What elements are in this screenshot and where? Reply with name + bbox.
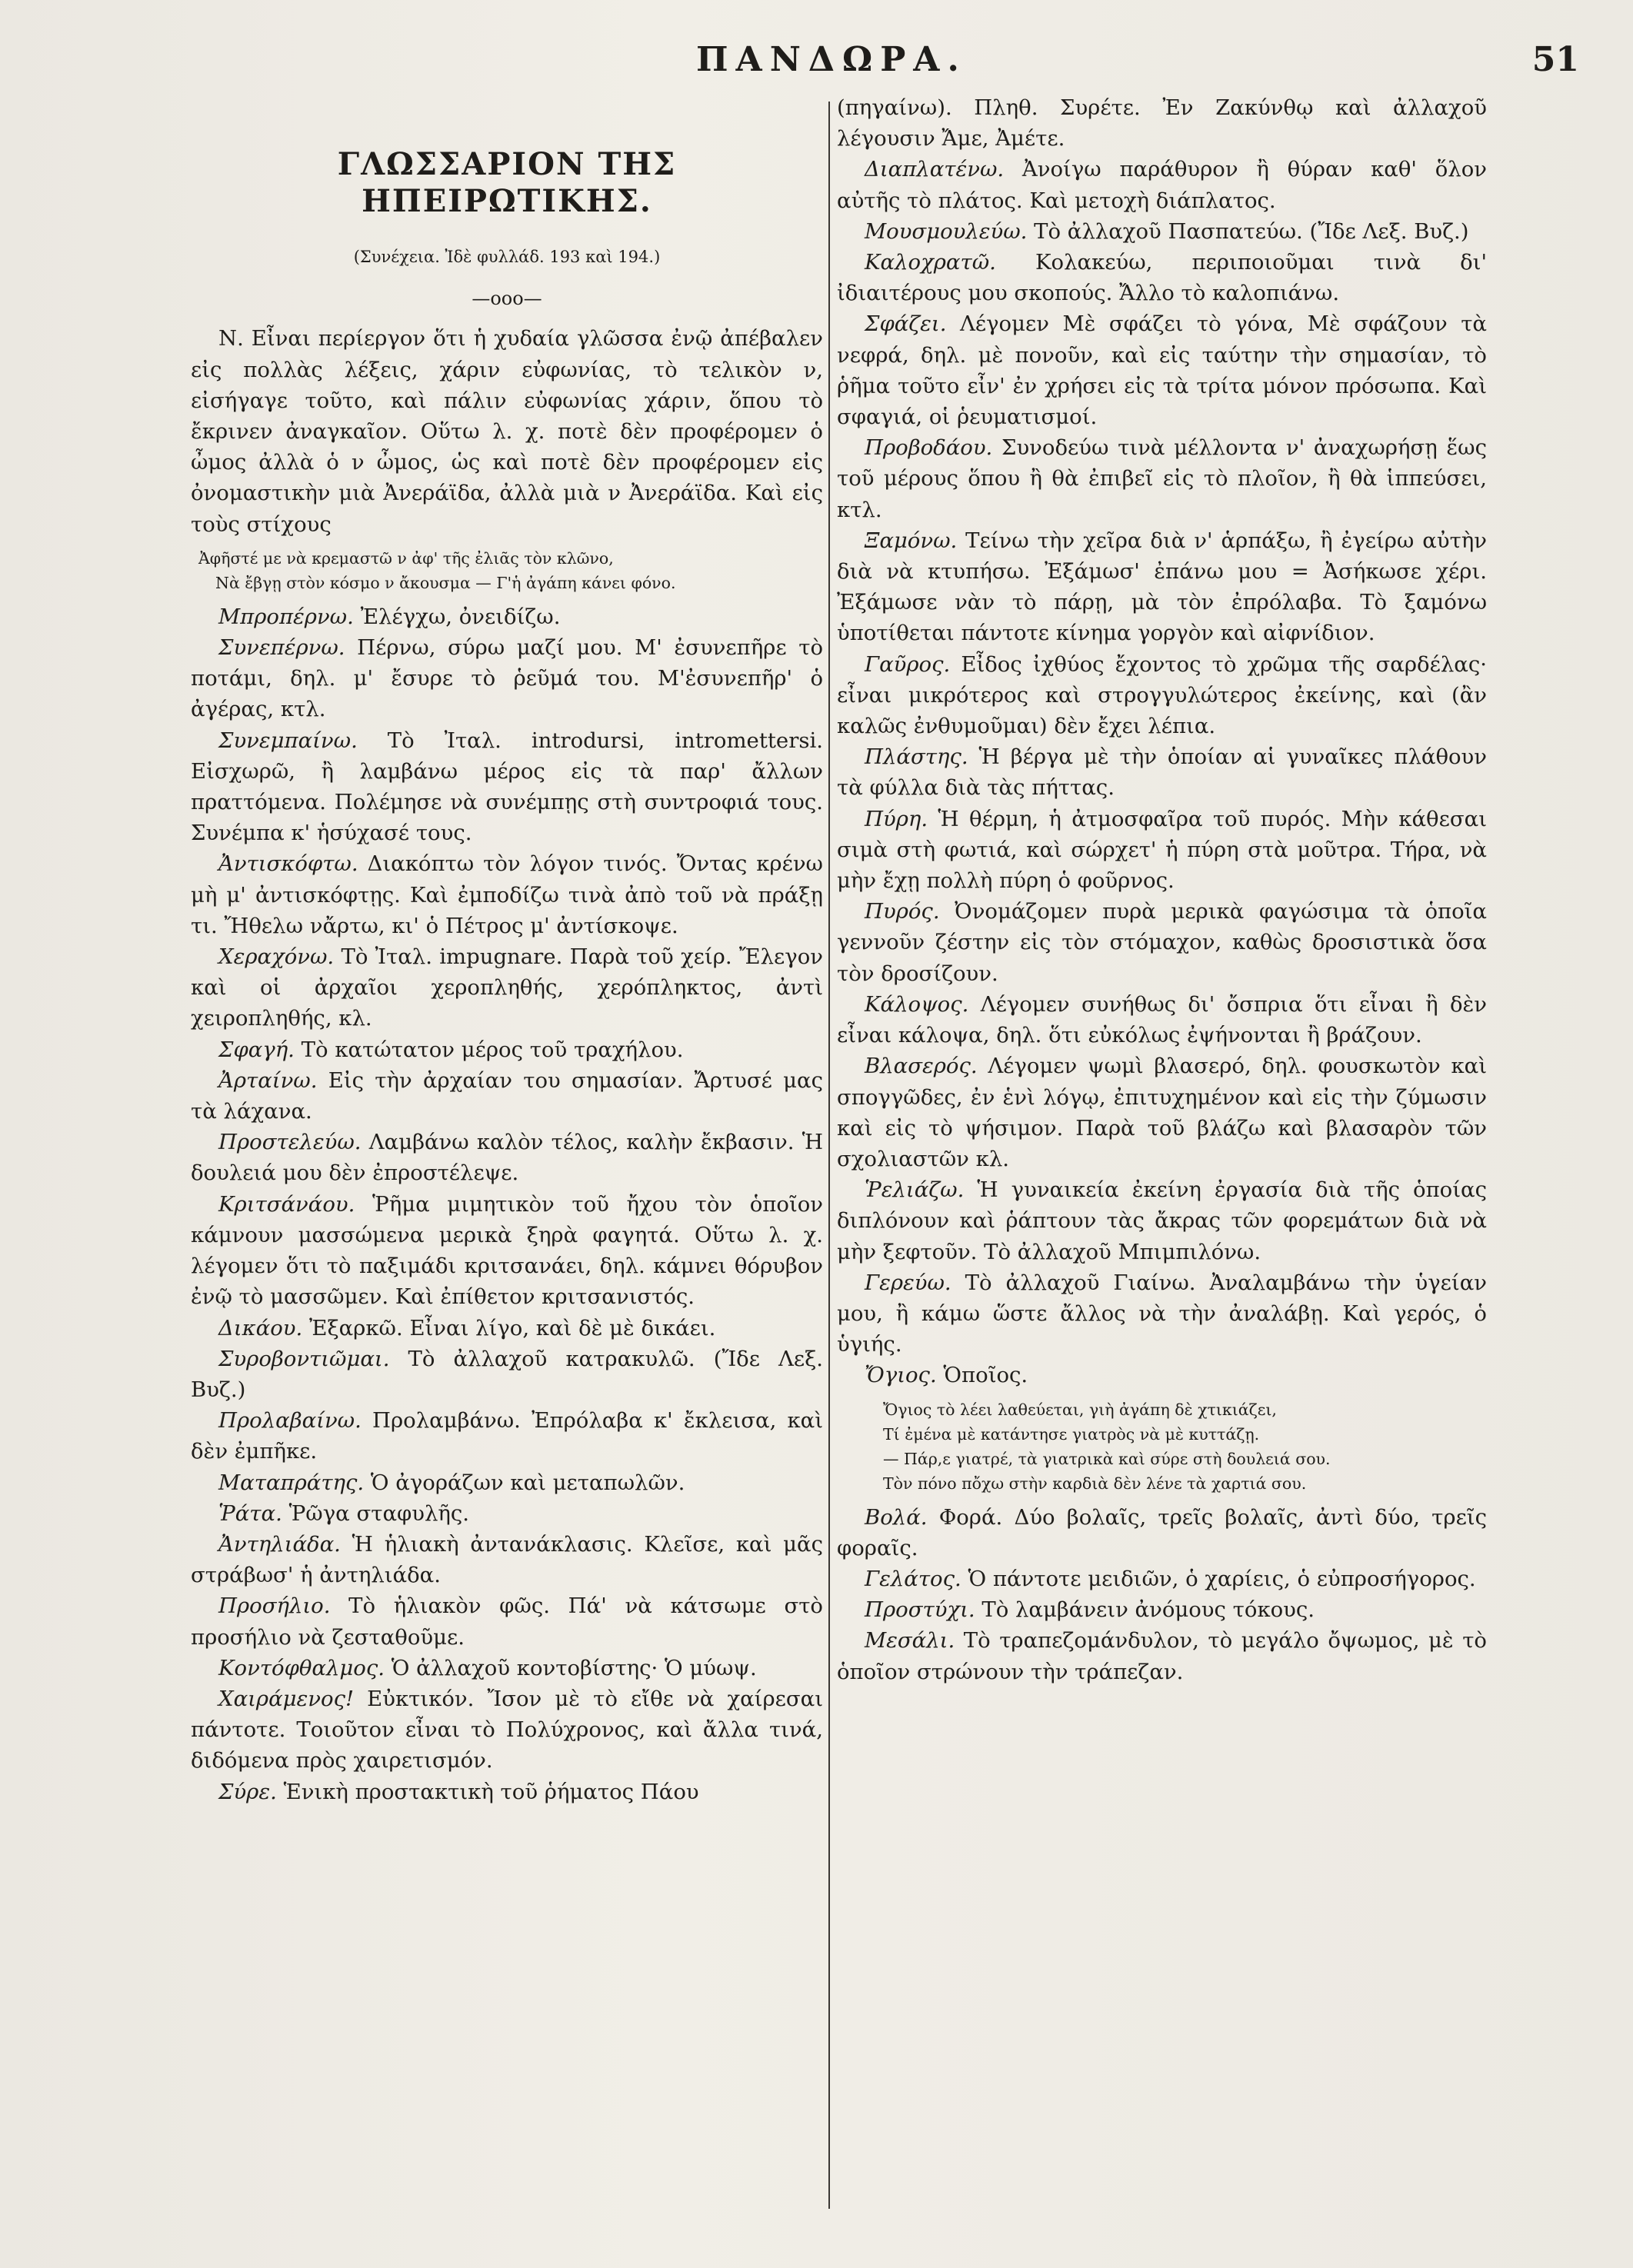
entry-headword: Ματαπράτης. [218, 1470, 365, 1495]
right-column [837, 92, 1487, 2253]
entry-text: Προλαμβάνω. Ἐπρόλαβα κ' ἔκλεισα, καὶ δὲν ἐμπῆκε. [191, 1408, 823, 1464]
right-entries-2 [837, 1502, 1487, 1687]
page-number: 51 [1531, 40, 1579, 79]
entry-headword: Προστύχι. [865, 1597, 975, 1623]
entry-headword: Χαιράμενος! [218, 1686, 355, 1711]
left-entries-2 [191, 601, 823, 1807]
glossary-entry [191, 1405, 823, 1467]
entry-headword: Ἀρταίνω. [218, 1067, 318, 1093]
entry-text: Διακόπτω τὸν λόγον τινός. Ὄντας κρένω μὴ μ' ἀντισκόφτῃς. Καὶ ἐμποδίζω τινὰ ἀπὸ τοῦ νὰ πράξῃ τι. Ἤθελω νἄρτω, κι' ὁ Πέτρος μ' ἀντίσκοψε. [191, 851, 823, 938]
article-title: ΓΛΩΣΣΑΡΙΟΝ ΤΗΣ ΗΠΕΙΡΩΤΙΚΗΣ. [337, 146, 677, 219]
entry-text: Λέγομεν Μὲ σφάζει τὸ γόνα, Μὲ σφάζουν τὰ νεφρά, δηλ. μὲ πονοῦν, καὶ εἰς ταύτην τὴν σημασίαν, τὸ ῥῆμα τοῦτο εἶν' ἐν χρήσει εἰς τὰ τρίτα μόνον πρόσωπα. Καὶ σφαγιά, οἱ ῥευματισμοί. [837, 311, 1487, 430]
entry-text: Φορά. Δύο βολαῖς, τρεῖς βολαῖς, ἀντὶ δύο, τρεῖς φοραῖς. [837, 1504, 1487, 1560]
entry-headword: Δικάου. [218, 1315, 303, 1340]
entry-text: Τὸ λαμβάνειν ἀνόμους τόκους. [975, 1597, 1315, 1623]
glossary-entry [191, 941, 823, 1034]
entry-headword: Σφαγή. [218, 1037, 295, 1062]
glossary-entry [837, 154, 1487, 215]
glossary-entry [191, 725, 823, 849]
glossary-entry [837, 1051, 1487, 1174]
verse-line: — Πάρ,ε γιατρέ, τὰ γιατρικὰ καὶ σύρε στὴ δουλειά σου. [883, 1449, 1331, 1468]
glossary-entry [837, 1174, 1487, 1267]
glossary-entry [191, 1065, 823, 1127]
glossary-entry [191, 323, 823, 539]
entry-headword: Συνεμπαίνω. [218, 728, 358, 753]
entry-text: Ἐξαρκῶ. Εἶναι λίγο, καὶ δὲ μὲ δικάει. [302, 1315, 716, 1340]
entry-headword: Προλαβαίνω. [218, 1408, 362, 1434]
entry-headword: Σφάζει. [865, 311, 947, 337]
entry-text: Λέγομεν συνήθως δι' ὄσπρια ὅτι εἶναι ἢ δὲν εἶναι κάλοψα, δηλ. ὅτι εὐκόλως ἐψήνονται ἢ βράζουν. [837, 991, 1487, 1048]
glossary-entry [191, 1344, 823, 1405]
glossary-entry [191, 1777, 823, 1807]
entry-headword: Προστελεύω. [218, 1130, 362, 1155]
glossary-entry [837, 525, 1487, 649]
entry-headword: Μπροπέρνω. [218, 604, 354, 629]
glossary-entry [837, 1594, 1487, 1625]
entry-headword: Γερεύω. [865, 1270, 951, 1295]
entry-text: Τὸ ἡλιακὸν φῶς. Πά' νὰ κάτσωμε στὸ προσήλιο νὰ ζεσταθοῦμε. [191, 1594, 823, 1650]
entry-text: Ὁ πάντοτε μειδιῶν, ὁ χαρίεις, ὁ εὐπροσήγορος. [961, 1566, 1476, 1591]
entry-text: Συνοδεύω τινὰ μέλλοντα ν' ἀναχωρήσῃ ἕως τοῦ μέρους ὅπου ἢ θὰ ἐπιβεῖ εἰς τὸ πλοῖον, ἢ θὰ ἱππεύσει, κτλ. [837, 435, 1487, 522]
entry-text: Εἶδος ἰχθύος ἔχοντος τὸ χρῶμα τῆς σαρδέλας· εἶναι μικρότερος καὶ στρογγυλώτερος ἐκείνης, καὶ (ἂν καλῶς ἐνθυμοῦμαι) δὲν ἔχει λέπια. [837, 651, 1487, 739]
running-title: ΠΑΝΔΩΡΑ. [696, 40, 967, 79]
entry-text: Ὁ ἀγοράζων καὶ μεταπωλῶν. [364, 1470, 685, 1495]
glossary-entry [191, 848, 823, 941]
entry-headword: Διαπλατένω. [865, 157, 1005, 182]
entry-headword: Ἀντηλιάδα. [218, 1531, 341, 1557]
entry-headword: Ἀντισκόφτω. [218, 851, 358, 877]
entry-text: Ῥῶγα σταφυλῆς. [282, 1500, 470, 1526]
entry-text: Τὸ Ἰταλ. impugnare. Παρὰ τοῦ χείρ. Ἔλεγον καὶ οἱ ἀρχαῖοι χεροπληθής, χερόπληκτος, ἀντὶ χειροπληθής, κλ. [191, 944, 823, 1031]
glossary-entry [837, 1625, 1487, 1687]
continuation-note: (Συνέχεια. Ἰδὲ φυλλάδ. 193 καὶ 194.) [353, 248, 661, 266]
entry-text: Ἐλέγχω, ὀνειδίζω. [353, 604, 561, 629]
entry-text: Ἡ θέρμη, ἡ ἀτμοσφαῖρα τοῦ πυρός. Μὴν κάθεσαι σιμὰ στὴ φωτιά, καὶ σώρχετ' ἡ πύρη στὰ μοῦτρα. Τήρα, νὰ μὴν ἔχῃ πολλὴ πύρη ὁ φοῦρνος. [837, 806, 1487, 894]
entry-text: Τὸ κατώτατον μέρος τοῦ τραχήλου. [294, 1037, 684, 1062]
entry-headword: Κάλοψος. [865, 991, 969, 1017]
entry-text: Λαμβάνω καλὸν τέλος, καλὴν ἔκβασιν. Ἡ δουλειά μου δὲν ἐπροστέλεψε. [191, 1130, 823, 1186]
glossary-entry [837, 989, 1487, 1051]
glossary-entry [837, 741, 1487, 803]
section-divider: —ooo— [472, 288, 542, 310]
entry-text: Ῥῆμα μιμητικὸν τοῦ ἤχου τὸν ὁποῖον κάμνουν μασσώμενα μερικὰ ξηρὰ φαγητά. Οὕτω λ. χ. λέγομεν ὅτι τὸ παξιμάδι κριτσανάει, δηλ. κάμνει θόρυβον ἐνῷ τὸ μασσῶμεν. Καὶ ἐπίθετον κριτσανιστός. [191, 1191, 823, 1310]
entry-headword: Προσήλιο. [218, 1594, 331, 1619]
glossary-entry [191, 1189, 823, 1313]
entry-headword: Βολά. [865, 1504, 928, 1530]
glossary-entry [837, 1502, 1487, 1564]
verse-line: Ὄγιος τὸ λέει λαθεύεται, γιὴ ἀγάπη δὲ χτικιάζει, [883, 1400, 1277, 1419]
left-entries [191, 323, 823, 539]
glossary-entry [191, 632, 823, 725]
verse-line: Ἀφῆστέ με νὰ κρεμαστῶ ν ἀφ' τῆς ἐλιᾶς τὸν κλῶνο, [198, 548, 614, 568]
glossary-entry [837, 1267, 1487, 1360]
glossary-entry [837, 92, 1487, 154]
entry-headword: Ξαμόνω. [865, 528, 958, 553]
entry-text: Ἑνικὴ προστακτικὴ τοῦ ῥήματος Πάου [276, 1779, 699, 1804]
entry-headword: Πυρός. [865, 899, 940, 924]
entry-text: Εὐκτικόν. Ἴσον μὲ τὸ εἴθε νὰ χαίρεσαι πάντοτε. Τοιοῦτον εἶναι τὸ Πολύχρονος, καὶ ἄλλα τινά, διδόμενα πρὸς χαιρετισμόν. [191, 1686, 823, 1773]
glossary-entry [191, 601, 823, 632]
entry-text: Ἡ γυναικεία ἐκείνη ἐργασία διὰ τῆς ὁποίας διπλόνουν καὶ ῥάπτουν τὰς ἄκρας τῶν φορεμάτων διὰ νὰ μὴν ξεφτοῦν. Τὸ ἀλλαχοῦ Μπιμπιλόνω. [837, 1177, 1487, 1264]
entry-headword: Γελάτος. [865, 1566, 961, 1591]
glossary-entry [191, 1529, 823, 1590]
glossary-entry [837, 247, 1487, 308]
running-head [0, 40, 1633, 94]
left-verse [191, 546, 823, 595]
entry-headword: Συροβοντιῶμαι. [218, 1346, 390, 1371]
glossary-entry [191, 1034, 823, 1065]
entry-headword: Ὄγιος. [865, 1363, 937, 1388]
entry-headword: Σύρε. [218, 1779, 277, 1804]
glossary-entry [191, 1498, 823, 1529]
entry-text: Τὸ ἀλλαχοῦ Γιαίνω. Ἀναλαμβάνω τὴν ὑγείαν μου, ἢ κάμω ὥστε ἄλλος νὰ τὴν ἀναλάβῃ. Καὶ γερός, ὁ ὑγιής. [837, 1270, 1487, 1357]
verse-line: Τί ἐμένα μὲ κατάντησε γιατρὸς νὰ μὲ κυττάζῃ. [883, 1424, 1260, 1444]
entry-text: Λέγομεν ψωμὶ βλασερό, δηλ. φουσκωτὸν καὶ σπογγῶδες, ἐν ἑνὶ λόγῳ, ἐπιτυχημένον καὶ εἰς τὴν ζύμωσιν καὶ εἰς τὸ ψήσιμον. Παρὰ τοῦ βλάζω καὶ βλασαρὸν τῶν σχολιαστῶν κλ. [837, 1054, 1487, 1171]
entry-text: Κολακεύω, περιποιοῦμαι τινὰ δι' ἰδιαιτέρους μου σκοπούς. Ἄλλο τὸ καλοπιάνω. [837, 250, 1487, 306]
glossary-entry [837, 804, 1487, 897]
entry-headword: Μουσμουλεύω. [865, 218, 1028, 244]
entry-text: Τὸ τραπεζομάνδυλον, τὸ μεγάλο ὄψωμος, μὲ τὸ ὁποῖον στρώνουν τὴν τράπεζαν. [837, 1628, 1487, 1684]
entry-text: Ὁ ἀλλαχοῦ κοντοβίστης· Ὁ μύωψ. [384, 1655, 757, 1680]
entry-headword: Ῥάτα. [218, 1500, 282, 1526]
right-verse [837, 1397, 1487, 1496]
entry-headword: Βλασερός. [865, 1054, 978, 1079]
glossary-entry [191, 1467, 823, 1498]
glossary-entry [191, 1590, 823, 1652]
entry-headword: Κριτσάνάου. [218, 1191, 355, 1217]
entry-text: Πέρνω, σύρω μαζί μου. Μ' ἐσυνεπῆρε τὸ ποτάμι, δηλ. μ' ἔσυρε τὸ ῥεῦμά του. Μ'ἐσυνεπῆρ' ὁ ἀγέρας, κτλ. [191, 635, 823, 722]
right-entries [837, 92, 1487, 1391]
entry-text: Ν. Εἶναι περίεργον ὅτι ἡ χυδαία γλῶσσα ἐνῷ ἀπέβαλεν εἰς πολλὰς λέξεις, χάριν εὐφωνίας, τὸ τελικὸν ν, εἰσήγαγε τοῦτο, καὶ πάλιν εὐφωνίας χάριν, ὅπου τὸ ἔκρινεν ἀναγκαῖον. Οὕτω λ. χ. ποτὲ δὲν προφέρομεν ὁ ὦμος ἀλλὰ ὁ ν ὦμος, ὡς καὶ ποτὲ δὲν προφέρομεν εἰς ὀνομαστικὴν μιὰ Ἀνεράϊδα, ἀλλὰ μιὰ ν Ἀνεράϊδα. Καὶ εἰς τοὺς στίχους [191, 326, 823, 537]
entry-text: Ὀνομάζομεν πυρὰ μερικὰ φαγώσιμα τὰ ὁποῖα γεννοῦν ζέστην εἰς τὸν στόμαχον, καθὼς δροσιστικὰ ὅσα τὸν δροσίζουν. [837, 899, 1487, 986]
entry-headword: Συνεπέρνω. [218, 635, 345, 661]
entry-text: Ἡ βέργα μὲ τὴν ὁποίαν αἱ γυναῖκες πλάθουν τὰ φύλλα διὰ τὰς πήττας. [837, 744, 1487, 801]
entry-text: Τὸ Ἰταλ. introdursi, intromettersi. Εἰσχωρῶ, ἢ λαμβάνω μέρος εἰς τὰ παρ' ἄλλων πραττόμενα. Πολέμησε νὰ συνέμπῃς στὴ συντροφιά τους. Συνέμπα κ' ἡσύχασέ τους. [191, 728, 823, 846]
glossary-entry [837, 896, 1487, 989]
glossary-entry [191, 1653, 823, 1684]
entry-headword: Μεσάλι. [865, 1628, 955, 1654]
entry-headword: Κοντόφθαλμος. [218, 1655, 385, 1680]
entry-headword: Καλοχρατῶ. [865, 250, 996, 275]
entry-text: Τὸ ἀλλαχοῦ κατρακυλῶ. (Ἴδε Λεξ. Βυζ.) [191, 1346, 823, 1402]
entry-text: (πηγαίνω). Πληθ. Συρέτε. Ἐν Ζακύνθῳ καὶ ἀλλαχοῦ λέγουσιν Ἄμε, Ἀμέτε. [837, 95, 1487, 152]
glossary-entry [191, 1127, 823, 1188]
glossary-entry [837, 1564, 1487, 1594]
entry-headword: Χεραχόνω. [218, 944, 335, 970]
entry-headword: Ῥελιάζω. [865, 1177, 965, 1203]
entry-text: Εἰς τὴν ἀρχαίαν του σημασίαν. Ἄρτυσέ μας τὰ λάχανα. [191, 1067, 823, 1124]
glossary-entry [191, 1684, 823, 1777]
verse-line: Νὰ ἔβγῃ στὸν κόσμο ν ἄκουσμα — Γ'ἡ ἀγάπη κάνει φόνο. [215, 573, 676, 592]
glossary-entry [837, 649, 1487, 742]
glossary-entry [837, 308, 1487, 432]
entry-headword: Πύρη. [865, 806, 928, 831]
entry-headword: Προβοδάου. [865, 435, 993, 461]
entry-text: Τὸ ἀλλαχοῦ Πασπατεύω. (Ἴδε Λεξ. Βυζ.) [1027, 218, 1469, 244]
glossary-entry [837, 432, 1487, 525]
entry-text: Τείνω τὴν χεῖρα διὰ ν' ἁρπάξω, ἢ ἐγείρω αὐτὴν διὰ νὰ κτυπήσω. Ἐξάμωσ' ἐπάνω μου = Ἀσήκωσε χέρι. Ἐξάμωσε νὰν τὸ πάρῃ, μὰ τὸν ἐπρόλαβα. Τὸ ξαμόνω ὑποτίθεται πάντοτε κίνημα γοργὸν καὶ αἰφνίδιον. [837, 528, 1487, 646]
left-column [191, 92, 823, 2253]
entry-text: Ὁποῖος. [936, 1363, 1028, 1388]
entry-text: Ἡ ἡλιακὴ ἀντανάκλασις. Κλεῖσε, καὶ μᾶς στράβωσ' ἡ ἀντηλιάδα. [191, 1531, 823, 1588]
entry-headword: Πλάστης. [865, 744, 968, 770]
entry-headword: Γαῦρος. [865, 651, 951, 677]
verse-line: Τὸν πόνο πὄχω στὴν καρδιὰ δὲν λένε τὰ χαρτιά σου. [883, 1474, 1307, 1493]
glossary-entry [837, 216, 1487, 247]
glossary-entry [191, 1313, 823, 1344]
column-rule [828, 102, 830, 2209]
glossary-entry [837, 1360, 1487, 1390]
entry-text: Ἀνοίγω παράθυρον ἢ θύραν καθ' ὅλον αὐτῆς τὸ πλάτος. Καὶ μετοχὴ διάπλατος. [837, 157, 1487, 213]
